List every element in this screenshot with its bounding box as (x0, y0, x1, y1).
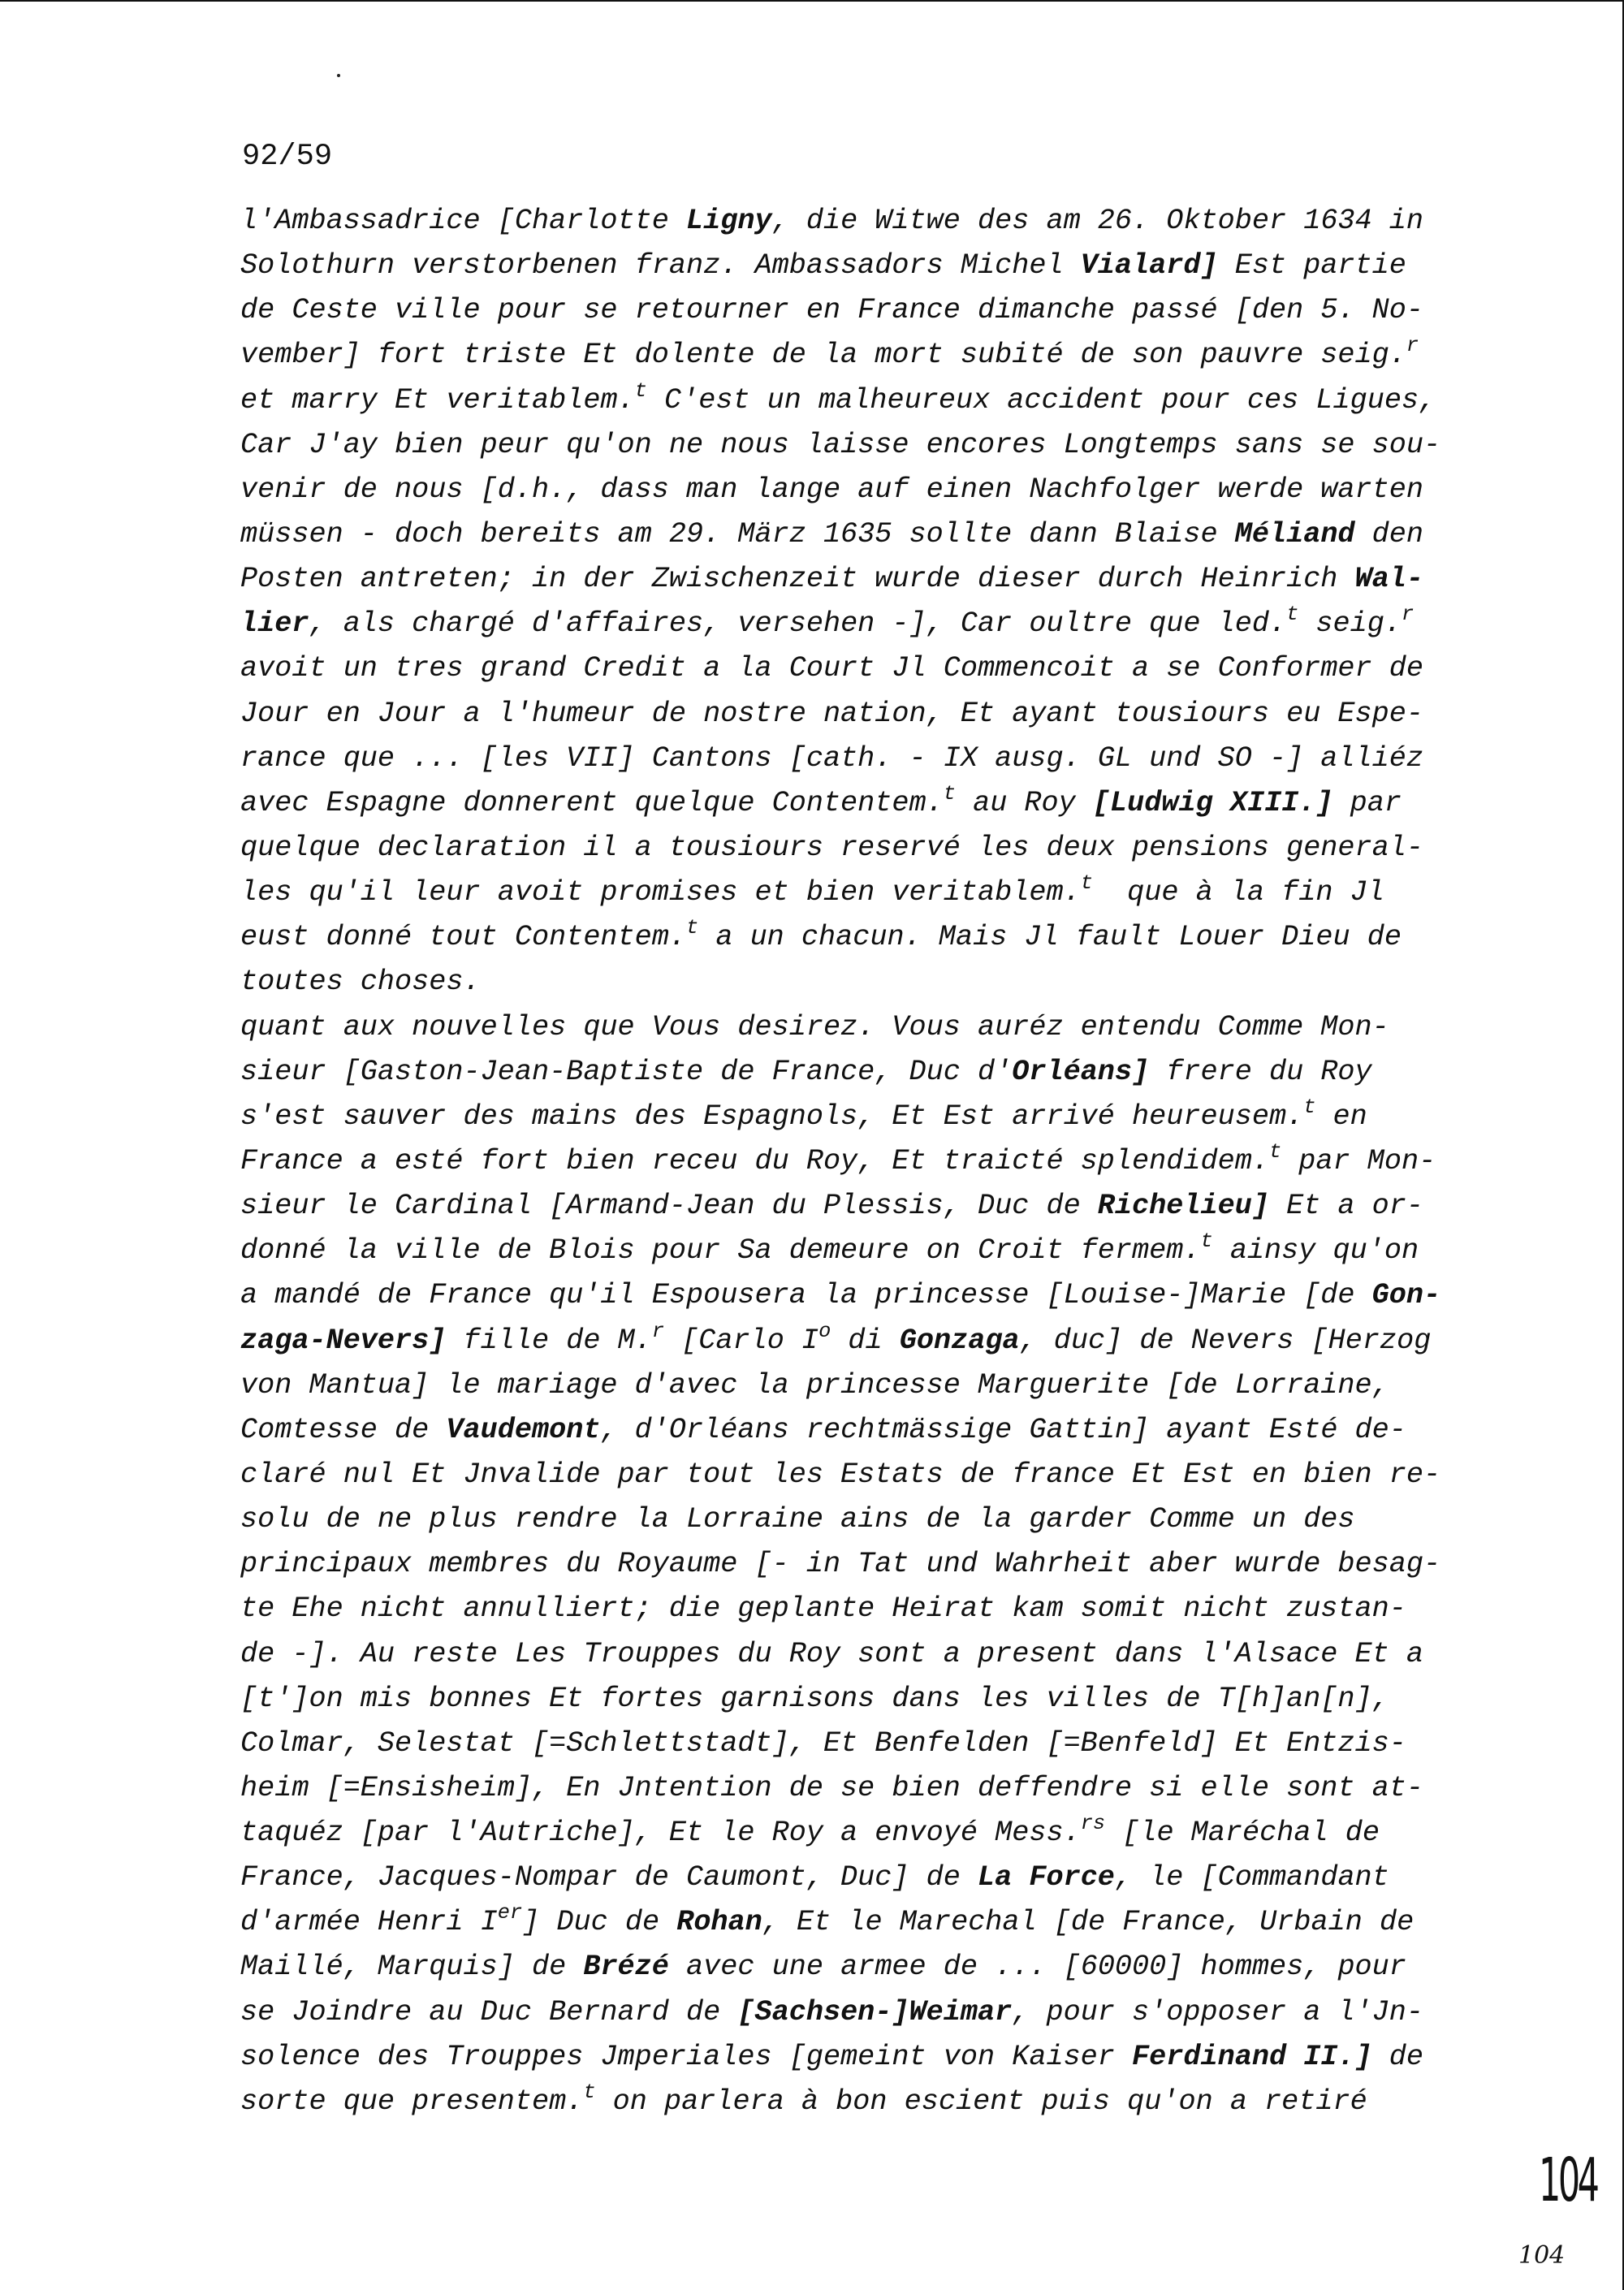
text-span: et marry Et veritablem. (240, 383, 635, 417)
bold-name: Ferdinand II.] (1132, 2040, 1372, 2073)
superscript: r (1401, 603, 1415, 627)
text-line (240, 1184, 1475, 1229)
superscript: t (634, 378, 647, 403)
bold-name: Vaudemont (446, 1413, 601, 1446)
text-span: de -]. Au reste Les Trouppes du Roy sont a present dans l'Alsace Et a (240, 1637, 1423, 1670)
text-span: de Ceste ville pour se retourner en France dimanche passé [den 5. No- (240, 294, 1423, 327)
text-span: en (1315, 1100, 1367, 1133)
text-line (240, 1677, 1475, 1722)
text-line (240, 333, 1475, 378)
text-span: sieur le Cardinal [Armand-Jean du Plessis, Duc de (240, 1190, 1098, 1223)
bold-name: Wal- (1354, 563, 1424, 596)
text-span: , d'Orléans rechtmässige Gattin] ayant Esté de- (600, 1413, 1406, 1446)
bold-name: [Sachsen-]Weimar (737, 1995, 1013, 2029)
bold-name: La Force (978, 1861, 1115, 1895)
text-span: frere du Roy (1149, 1055, 1372, 1088)
text-span: a un chacun. Mais Jl fault Louer Dieu de (698, 921, 1402, 954)
text-span: donné la ville de Blois pour Sa demeure on Croit fermem. (240, 1234, 1201, 1268)
text-line (240, 1363, 1475, 1408)
text-line (240, 288, 1475, 333)
text-span: claré nul Et Jnvalide par tout les Estats de france Et Est en bien re- (240, 1458, 1441, 1491)
bold-name: Orléans] (1012, 1055, 1150, 1088)
text-line (240, 1722, 1475, 1766)
text-line (240, 1229, 1475, 1273)
text-span: France, Jacques-Nompar de Caumont, Duc] de (240, 1861, 978, 1895)
text-line (240, 468, 1475, 512)
text-span: avec Espagne donnerent quelque Contentem. (240, 786, 944, 819)
text-line (240, 1856, 1475, 1900)
text-line (240, 2035, 1475, 2080)
text-line (240, 199, 1475, 244)
text-line (240, 1095, 1475, 1139)
text-span: Comtesse de (240, 1413, 447, 1446)
bold-name: [Ludwig XIII.] (1092, 786, 1333, 819)
text-span: de (1371, 2040, 1424, 2073)
text-span: que à la fin Jl (1092, 876, 1384, 910)
text-line (240, 1811, 1475, 1856)
text-span: Maillé, Marquis] de (240, 1951, 584, 1984)
text-line (240, 1453, 1475, 1497)
text-span: eust donné tout Contentem. (240, 921, 687, 954)
text-span: l'Ambassadrice [Charlotte (240, 205, 687, 237)
superscript: t (1286, 603, 1299, 627)
text-span: Car J'ay bien peur qu'on ne nous laisse encores Longtemps sans se sou- (240, 428, 1441, 461)
text-line (240, 646, 1475, 691)
text-line (240, 2080, 1475, 2124)
text-span: , Et le Marechal [de France, Urbain de (762, 1906, 1415, 1939)
bold-name: Gon- (1371, 1279, 1441, 1312)
superscript: t (1080, 871, 1093, 896)
text-span: Jour en Jour a l'humeur de nostre nation, Et ayant tousiours eu Espe- (240, 697, 1423, 730)
superscript: t (1200, 1229, 1213, 1254)
text-line (240, 1542, 1475, 1587)
text-line (240, 1900, 1475, 1945)
text-line (240, 1273, 1475, 1318)
text-span: avec une armee de ... [60000] hommes, pour (668, 1951, 1406, 1984)
text-span: heim [=Ensisheim], En Jntention de se bien deffendre si elle sont at- (240, 1771, 1423, 1804)
text-line (240, 960, 1475, 1005)
text-span: den (1354, 517, 1424, 551)
text-line (240, 1139, 1475, 1184)
text-line (240, 1587, 1475, 1631)
superscript: t (686, 916, 699, 940)
text-line (240, 915, 1475, 960)
text-span: , pour s'opposer a l'Jn- (1012, 1995, 1424, 2029)
text-span: , als chargé d'affaires, versehen -], Car oultre que led. (309, 607, 1287, 641)
bold-name: Rohan (676, 1906, 762, 1939)
text-span: , duc] de Nevers [Herzog (1019, 1324, 1432, 1357)
text-line (240, 1766, 1475, 1811)
text-span: taquéz [par l'Autriche], Et le Roy a envoyé Mess. (240, 1817, 1081, 1850)
text-span: par Mon- (1281, 1144, 1436, 1177)
superscript: rs (1080, 1812, 1106, 1836)
text-span: solu de ne plus rendre la Lorraine ains de la garder Comme un des (240, 1503, 1355, 1536)
bold-name: zaga-Nevers] (240, 1324, 447, 1357)
bold-name: Ligny (686, 205, 772, 237)
text-span: Et a or- (1268, 1190, 1424, 1223)
page-id-label: 92/59 (242, 140, 333, 174)
text-span: France a esté fort bien receu du Roy, Et traicté splendidem. (240, 1144, 1269, 1177)
speck (337, 74, 340, 77)
superscript: er (497, 1901, 523, 1925)
superscript: r (1406, 334, 1419, 358)
text-line (240, 1050, 1475, 1095)
text-span: , le [Commandant (1114, 1861, 1389, 1895)
superscript: t (1268, 1140, 1282, 1164)
bold-name: Richelieu] (1097, 1190, 1269, 1223)
superscript: t (583, 2080, 596, 2104)
text-line (240, 378, 1475, 423)
handwritten-folio-number: 104 (1518, 2241, 1566, 2270)
text-span: te Ehe nicht annulliert; die geplante Heirat kam somit nicht zustan- (240, 1592, 1406, 1626)
text-span: se Joindre au Duc Bernard de (240, 1995, 738, 2029)
text-span: avoit un tres grand Credit a la Court Jl Commencoit a se Conformer de (240, 652, 1423, 685)
text-span: a mandé de France qu'il Espousera la princesse [Louise-]Marie [de (240, 1279, 1372, 1312)
text-span: Posten antreten; in der Zwischenzeit wurde dieser durch Heinrich (240, 563, 1355, 596)
text-span: [le Maréchal de (1105, 1817, 1380, 1850)
text-line (240, 512, 1475, 557)
text-span: Solothurn verstorbenen franz. Ambassadors Michel (240, 249, 1081, 283)
bold-name: Brézé (583, 1951, 669, 1984)
text-span: Est partie (1217, 249, 1406, 283)
bold-name: lier (240, 607, 309, 641)
text-line (240, 557, 1475, 602)
text-span: seig. (1298, 607, 1402, 641)
text-line (240, 826, 1475, 871)
text-span: toutes choses. (240, 966, 481, 999)
text-span: di (831, 1324, 900, 1357)
text-line (240, 423, 1475, 468)
text-line (240, 781, 1475, 826)
superscript: r (651, 1319, 665, 1343)
text-span: sorte que presentem. (240, 2085, 584, 2118)
text-span: au Roy (955, 786, 1093, 819)
text-span: s'est sauver des mains des Espagnols, Et Est arrivé heureusem. (240, 1100, 1304, 1133)
text-line (240, 737, 1475, 781)
handwritten-page-number: 104 (1539, 2145, 1597, 2215)
text-span: on parlera à bon escient puis qu'on a retiré (595, 2085, 1367, 2118)
text-line (240, 602, 1475, 646)
bold-name: Méliand (1234, 517, 1355, 551)
text-span: vember] fort triste Et dolente de la mort subité de son pauvre seig. (240, 339, 1406, 372)
text-line (240, 1990, 1475, 2035)
text-span: d'armée Henri I (240, 1906, 498, 1939)
text-line (240, 244, 1475, 288)
text-line (240, 1005, 1475, 1050)
bold-name: Gonzaga (899, 1324, 1020, 1357)
superscript: o (818, 1319, 831, 1343)
text-line (240, 871, 1475, 915)
text-span: solence des Trouppes Jmperiales [gemeint von Kaiser (240, 2040, 1133, 2073)
text-span: quelque declaration il a tousiours reservé les deux pensions general- (240, 831, 1423, 864)
text-line (240, 1632, 1475, 1677)
text-span: von Mantua] le mariage d'avec la princesse Marguerite [de Lorraine, (240, 1368, 1389, 1402)
text-span: par (1332, 786, 1402, 819)
text-span: , die Witwe des am 26. Oktober 1634 in (771, 205, 1424, 237)
text-span: quant aux nouvelles que Vous desirez. Vous auréz entendu Comme Mon- (240, 1010, 1389, 1043)
text-span: ] Duc de (522, 1906, 677, 1939)
text-span: les qu'il leur avoit promises et bien veritablem. (240, 876, 1081, 910)
bold-name: Vialard] (1080, 249, 1218, 283)
transcription-body (240, 199, 1475, 2124)
text-span: Colmar, Selestat [=Schlettstadt], Et Benfelden [=Benfeld] Et Entzis- (240, 1726, 1406, 1760)
text-span: sieur [Gaston-Jean-Baptiste de France, Duc d' (240, 1055, 1013, 1088)
text-span: rance que ... [les VII] Cantons [cath. - IX ausg. GL und SO -] alliéz (240, 741, 1423, 775)
text-span: [Carlo I (664, 1324, 819, 1357)
superscript: t (943, 781, 956, 806)
text-line (240, 1945, 1475, 1990)
text-line (240, 692, 1475, 737)
text-span: C'est un malheureux accident pour ces Ligues, (646, 383, 1436, 417)
text-line (240, 1497, 1475, 1542)
text-span: fille de M. (446, 1324, 652, 1357)
text-span: principaux membres du Royaume [- in Tat und Wahrheit aber wurde besag- (240, 1548, 1441, 1581)
text-span: ainsy qu'on (1212, 1234, 1419, 1268)
text-line (240, 1319, 1475, 1363)
text-span: müssen - doch bereits am 29. März 1635 sollte dann Blaise (240, 517, 1235, 551)
text-span: [t']on mis bonnes Et fortes garnisons dans les villes de T[h]an[n], (240, 1682, 1389, 1715)
text-span: venir de nous [d.h., dass man lange auf einen Nachfolger werde warten (240, 473, 1423, 506)
superscript: t (1303, 1095, 1316, 1119)
text-line (240, 1408, 1475, 1453)
